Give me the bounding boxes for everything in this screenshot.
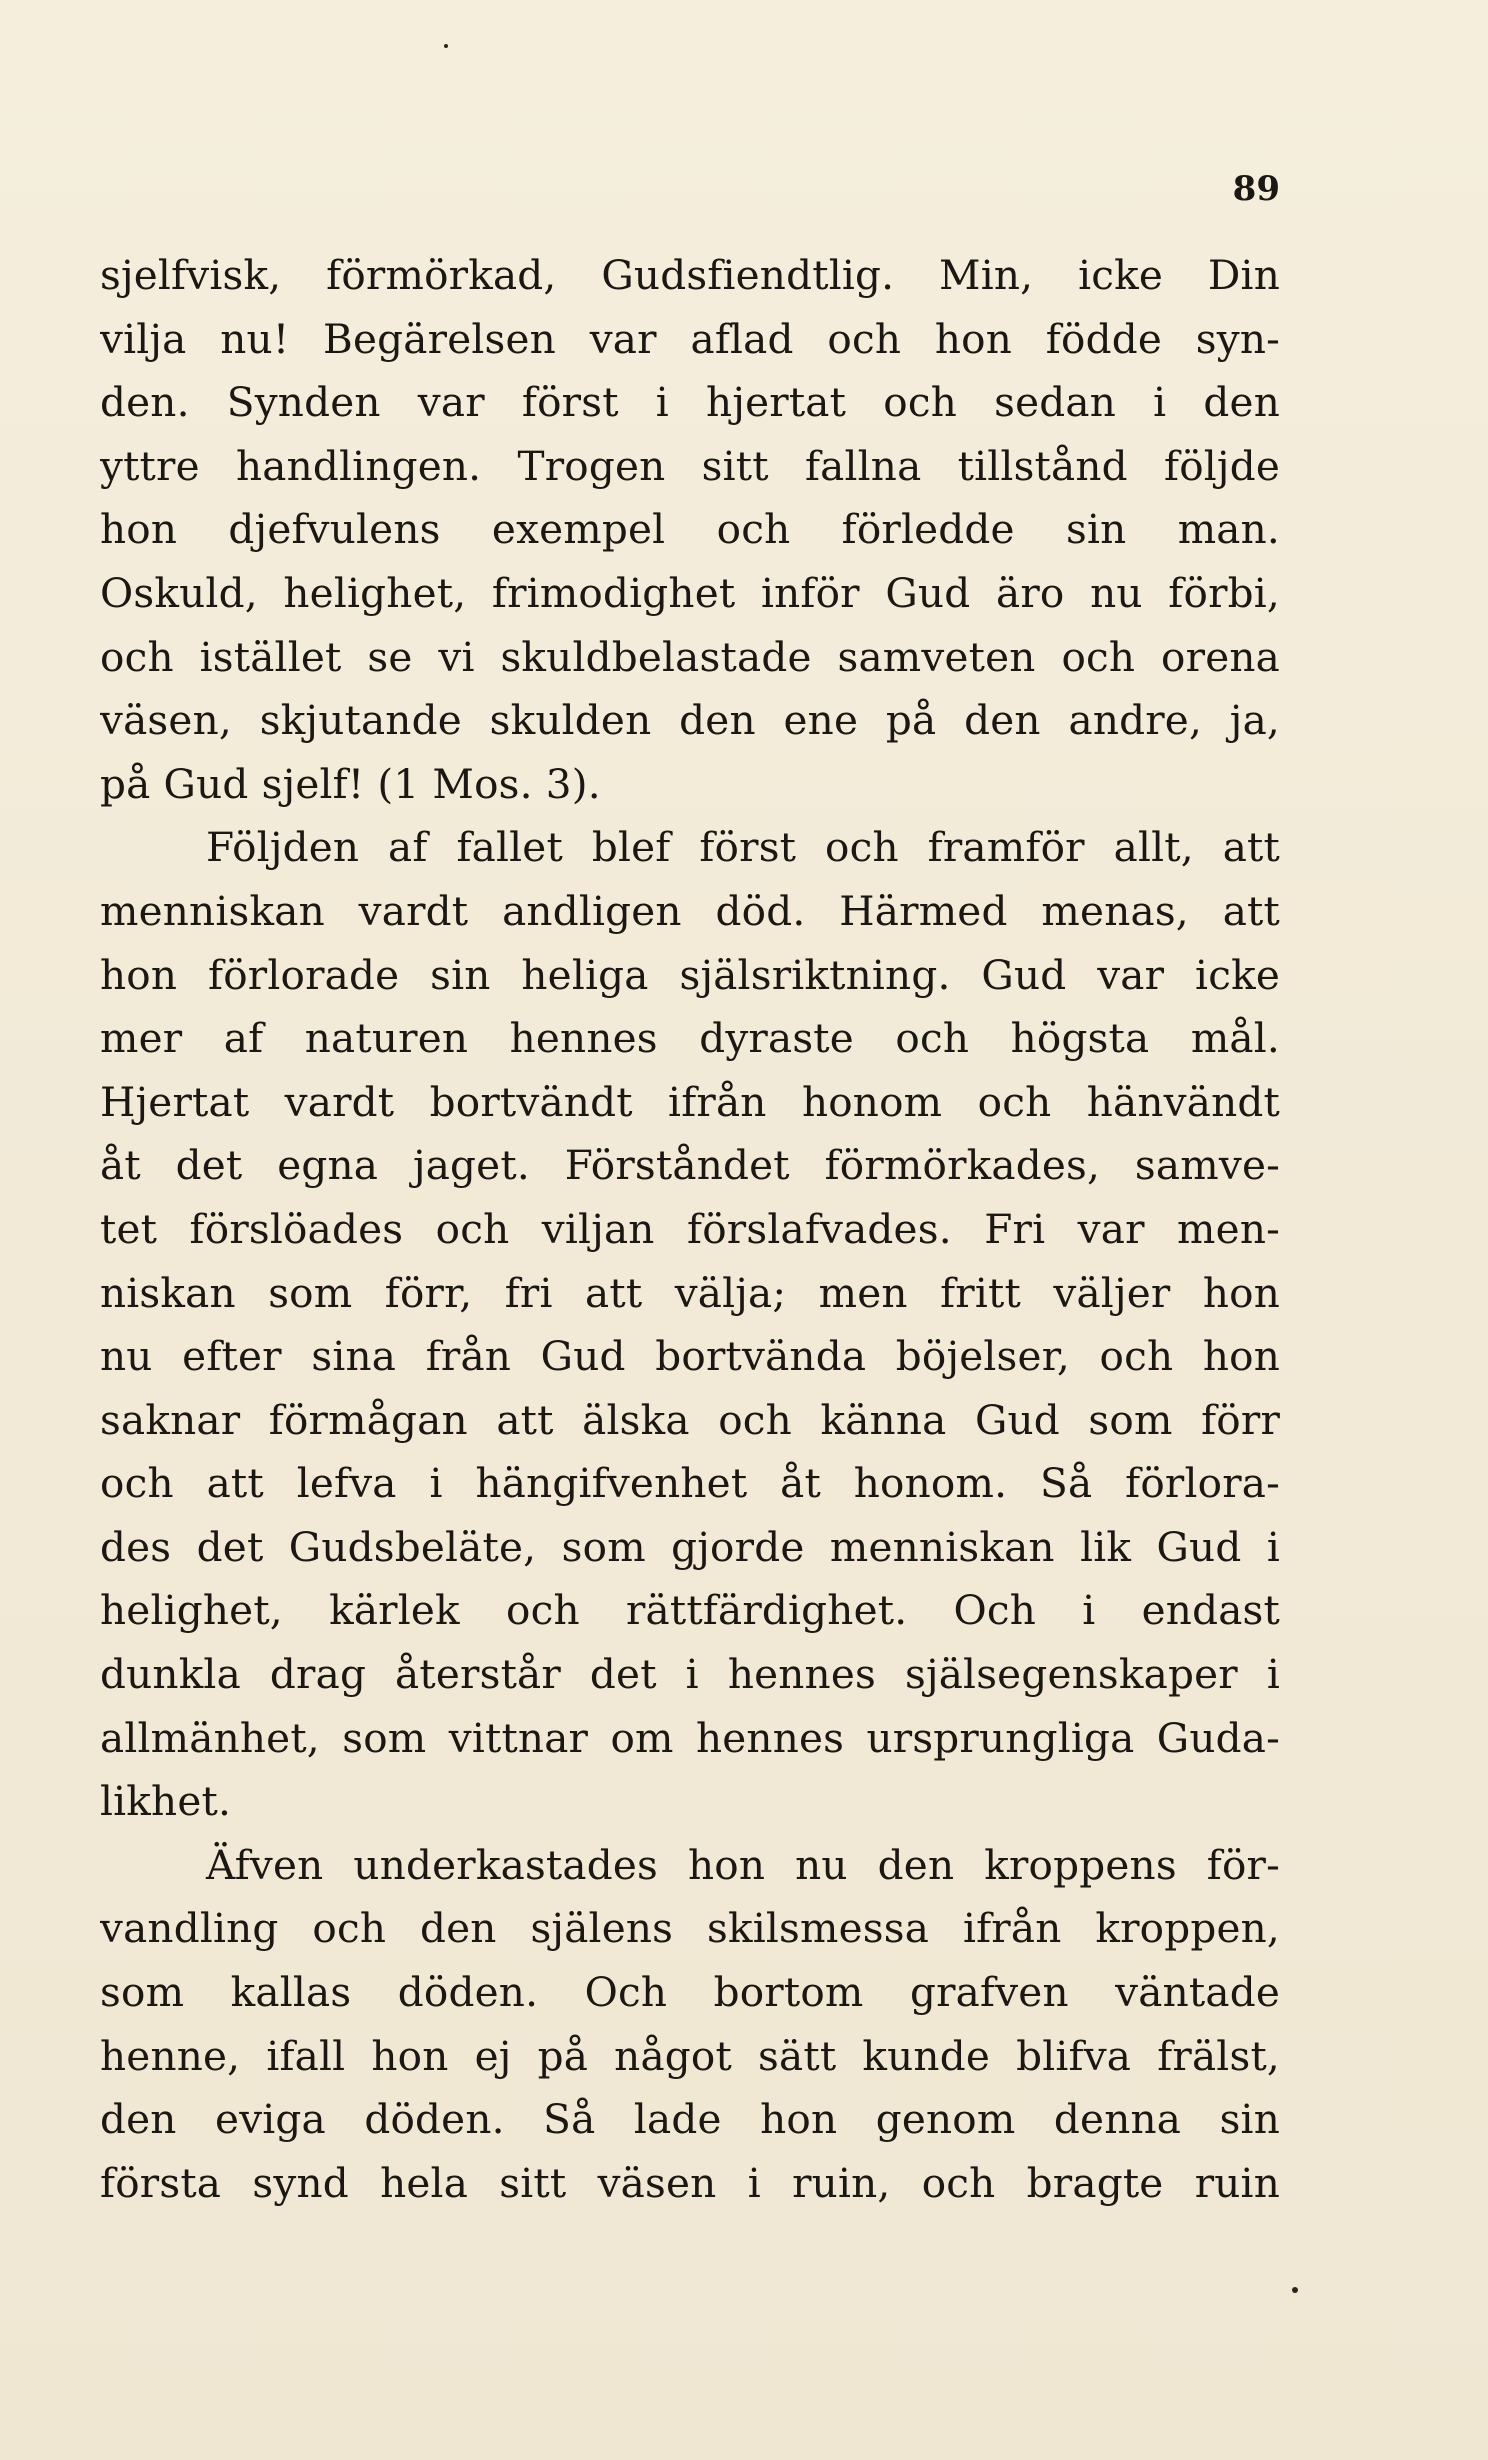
text-line: mer af naturen hennes dyraste och högsta mål. [100, 1014, 1280, 1063]
text-line: som kallas döden. Och bortom grafven väntade [100, 1968, 1280, 2017]
text-line: menniskan vardt andligen död. Härmed menas, att [100, 886, 1280, 935]
text-line: åt det egna jaget. Förståndet förmörkades, samve- [100, 1141, 1280, 1190]
paragraph-2 [100, 816, 1280, 1834]
paragraph-3 [100, 1834, 1280, 2216]
text-line: yttre handlingen. Trogen sitt fallna tillstånd följde [100, 441, 1280, 490]
page-number: 89 [1232, 169, 1280, 209]
text-line: den. Synden var först i hjertat och sedan i den [100, 378, 1280, 427]
text-line: vilja nu! Begärelsen var aflad och hon födde syn- [100, 314, 1280, 363]
text-line: nu efter sina från Gud bortvända böjelser, och hon [100, 1332, 1280, 1381]
text-line: likhet. [100, 1777, 232, 1826]
text-line: hon djefvulens exempel och förledde sin man. [100, 505, 1280, 554]
text-line: dunkla drag återstår det i hennes själsegenskaper i [100, 1650, 1280, 1699]
text-line: och istället se vi skuldbelastade samveten och orena [100, 632, 1280, 681]
ink-speck [444, 44, 448, 48]
text-line: des det Gudsbeläte, som gjorde menniskan lik Gud i [100, 1522, 1280, 1571]
ink-speck [1292, 2287, 1298, 2293]
text-line: vandling och den själens skilsmessa ifrån kroppen, [100, 1904, 1280, 1953]
text-line: Äfven underkastades hon nu den kroppens för- [206, 1840, 1280, 1889]
text-line: allmänhet, som vittnar om hennes ursprungliga Guda- [100, 1713, 1280, 1762]
text-line: niskan som förr, fri att välja; men fritt väljer hon [100, 1268, 1280, 1317]
text-line: tet förslöades och viljan förslafvades. Fri var men- [100, 1204, 1280, 1253]
text-line: henne, ifall hon ej på något sätt kunde blifva frälst, [100, 2031, 1280, 2080]
text-line: saknar förmågan att älska och känna Gud som förr [100, 1395, 1280, 1444]
text-line: på Gud sjelf! (1 Mos. 3). [100, 759, 601, 808]
text-line: Oskuld, helighet, frimodighet inför Gud äro nu förbi, [100, 568, 1280, 617]
text-line: den eviga döden. Så lade hon genom denna sin [100, 2095, 1280, 2144]
text-line: och att lefva i hängifvenhet åt honom. Så förlora- [100, 1459, 1280, 1508]
text-line: första synd hela sitt väsen i ruin, och bragte ruin [100, 2158, 1280, 2207]
paragraph-1 [100, 244, 1280, 816]
text-line: Följden af fallet blef först och framför allt, att [206, 823, 1280, 872]
text-line: Hjertat vardt bortvändt ifrån honom och hänvändt [100, 1077, 1280, 1126]
text-line: sjelfvisk, förmörkad, Gudsfiendtlig. Min, icke Din [100, 251, 1280, 299]
text-line: hon förlorade sin heliga själsriktning. Gud var icke [100, 950, 1280, 999]
text-line: helighet, kärlek och rättfärdighet. Och i endast [100, 1586, 1280, 1635]
body-text [100, 244, 1280, 2215]
text-line: väsen, skjutande skulden den ene på den andre, ja, [100, 696, 1280, 745]
